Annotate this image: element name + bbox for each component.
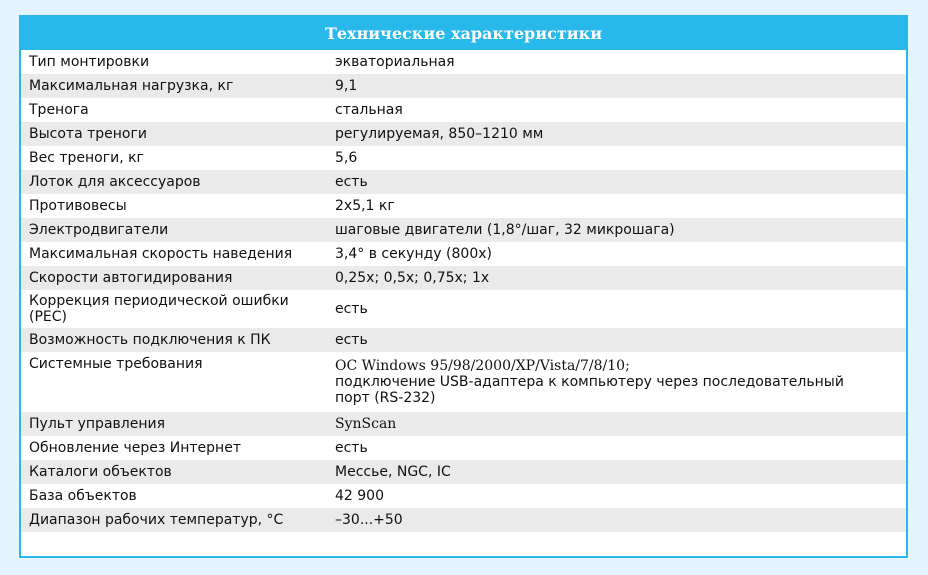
spec-label: Высота треноги	[29, 126, 147, 142]
table-row	[21, 328, 906, 352]
spec-value: 5,6	[335, 150, 358, 166]
spec-label-line: Коррекция периодической ошибки	[29, 293, 289, 309]
spec-value: –30...+50	[335, 512, 403, 528]
table-row	[21, 436, 906, 460]
table-row	[21, 412, 906, 436]
spec-label: Системные требования	[29, 356, 203, 372]
spec-label: Диапазон рабочих температур, °С	[29, 512, 284, 528]
spec-label: Лоток для аксессуаров	[29, 174, 201, 190]
spec-label: Электродвигатели	[29, 222, 169, 238]
spec-label: Каталоги объектов	[29, 464, 172, 480]
spec-label: Противовесы	[29, 198, 127, 214]
spec-value: экваториальная	[335, 54, 455, 70]
table-row	[21, 50, 906, 74]
table-row	[21, 352, 906, 412]
table-row	[21, 194, 906, 218]
table-row	[21, 508, 906, 532]
spec-value: SynScan	[335, 416, 397, 432]
spec-label: Вес треноги, кг	[29, 150, 144, 166]
spec-value: 9,1	[335, 78, 358, 94]
table-row	[21, 484, 906, 508]
spec-value: 0,25x; 0,5x; 0,75x; 1x	[335, 270, 490, 286]
spec-label-line: (PEC)	[29, 309, 67, 325]
spec-value: регулируемая, 850–1210 мм	[335, 126, 544, 142]
spec-value: 3,4° в секунду (800x)	[335, 246, 492, 262]
spec-label: Обновление через Интернет	[29, 440, 241, 456]
spec-value-line: ОС Windows 95/98/2000/XP/Vista/7/8/10;	[335, 358, 630, 374]
spec-label: Возможность подключения к ПК	[29, 332, 271, 348]
spec-value	[327, 352, 906, 412]
spec-label: Максимальная нагрузка, кг	[29, 78, 234, 94]
spec-label	[21, 290, 327, 328]
spec-value: есть	[335, 174, 368, 190]
spec-value-line: подключение USB-адаптера к компьютеру через последовательный	[335, 374, 844, 390]
spec-value: 42 900	[335, 488, 384, 504]
spec-label: База объектов	[29, 488, 137, 504]
spec-value: 2x5,1 кг	[335, 198, 395, 214]
table-row	[21, 242, 906, 266]
specifications-card	[19, 15, 908, 558]
table-row	[21, 218, 906, 242]
spec-value: есть	[335, 332, 368, 348]
table-row	[21, 74, 906, 98]
spec-value: есть	[335, 440, 368, 456]
table-row	[21, 170, 906, 194]
specifications-table	[21, 50, 906, 532]
table-row	[21, 290, 906, 328]
table-title: Технические характеристики	[21, 17, 906, 50]
spec-value: есть	[335, 301, 368, 317]
table-row	[21, 122, 906, 146]
spec-label: Скорости автогидирования	[29, 270, 233, 286]
spec-label: Максимальная скорость наведения	[29, 246, 293, 262]
spec-value-line: порт (RS-232)	[335, 390, 436, 406]
spec-value: стальная	[335, 102, 403, 118]
table-row	[21, 146, 906, 170]
spec-label: Тип монтировки	[29, 54, 150, 70]
spec-label: Тренога	[29, 102, 89, 118]
spec-value: шаговые двигатели (1,8°/шаг, 32 микрошага)	[335, 222, 675, 238]
spec-value: Мессье, NGC, IC	[335, 464, 451, 480]
table-row	[21, 98, 906, 122]
spec-label: Пульт управления	[29, 416, 166, 432]
table-row	[21, 266, 906, 290]
table-row	[21, 460, 906, 484]
